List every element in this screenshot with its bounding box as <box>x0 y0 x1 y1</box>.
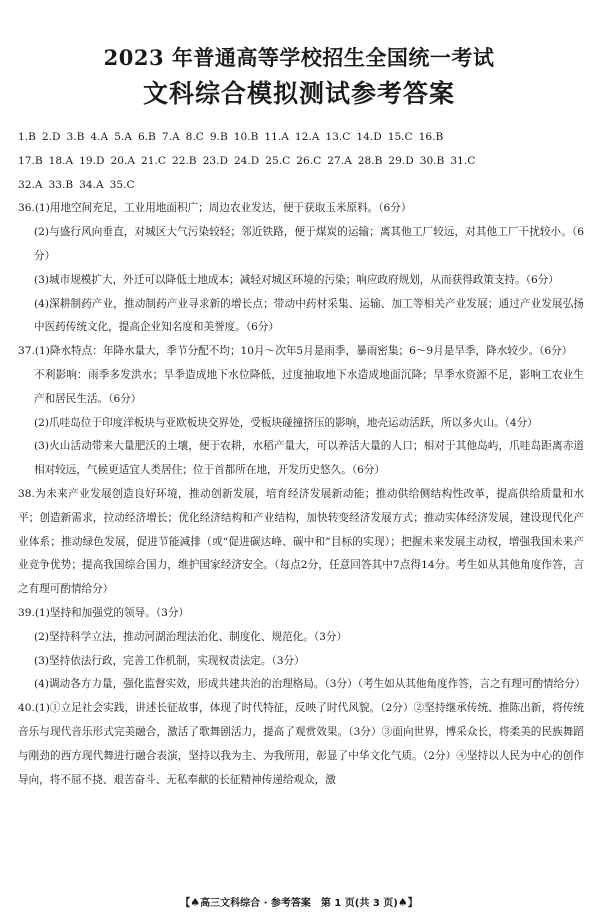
mc-answer: 9.B <box>209 131 228 143</box>
mc-answer: 13.C <box>325 131 351 143</box>
footer-text: 高三文科综合 · 参考答案 第 1 页(共 3 页) <box>200 898 398 909</box>
answer-q39-1: 39.(1)坚持和加强党的领导。（3分） <box>18 606 190 619</box>
answer-body <box>18 126 584 792</box>
answer-q37-3: (3)火山活动带来大量肥沃的土壤，便于农耕，水稻产量大，可以养活大量的人口；相对于其他岛屿，爪哇岛距离赤道相对较远，气候更适宜人类居住；位于首都所在地，开发历史悠久。（6分） <box>34 440 584 477</box>
mc-answer: 1.B <box>18 131 36 143</box>
answer-q37-1-features: 37.(1)降水特点：年降水量大，季节分配不均；10月～次年5月是雨季，暴雨密集；6～9月是旱季，降水较少。（6分） <box>18 345 573 358</box>
answer-q37-1-impacts: 不利影响：雨季多发洪水；旱季造成地下水位降低，过度抽取地下水造成地面沉降；旱季水资源不足，影响工农业生产和居民生活。（6分） <box>34 368 584 405</box>
mc-answer: 11.A <box>264 131 289 143</box>
answer-key-title: 文科综合模拟测试参考答案 <box>142 79 455 108</box>
mc-answer: 2.D <box>41 131 61 143</box>
mc-answer: 16.B <box>418 131 444 143</box>
answer-q39-3: (3)坚持依法行政，完善工作机制，实现权责法定。（3分） <box>34 654 305 667</box>
multiple-choice-answers <box>18 126 584 197</box>
mc-answer: 26.C <box>296 154 322 167</box>
mc-answer: 22.B <box>171 154 197 167</box>
mc-answer: 31.C <box>450 154 476 167</box>
answer-q36-4: (4)深耕制药产业，推动制药产业寻求新的增长点；带动中药材采集、运输、加工等相关产业发展；通过产业发展弘扬中医药传统文化，提高企业知名度和美誉度。（6分） <box>34 297 584 334</box>
footer-brace-right: 】 <box>407 898 418 909</box>
mc-answer: 20.A <box>110 154 135 167</box>
answer-q37-2: (2)爪哇岛位于印度洋板块与亚欧板块交界处，受板块碰撞挤压的影响，地壳运动活跃，所以多火山。（4分） <box>34 416 538 429</box>
mc-answer: 10.B <box>233 131 259 143</box>
mc-answer: 30.B <box>419 154 445 167</box>
mc-answer: 19.D <box>79 154 105 167</box>
answer-q40-1: 40.(1)①立足社会实践，讲述长征故事，体现了时代特征，反映了时代风貌。（2分）②坚持继承传统、推陈出新，将传统音乐与现代音乐形式完美融合，激活了歌舞剧活力，提高了观赏效果。（3分）③面向世界，博采众长，将柔美的民族舞蹈与刚劲的西方现代舞进行融合表演，坚持以我为主、为我所用，彰显了中华文化气质。（2分）④坚持以人民为中心的创作导向，将不屈不挠、艰苦奋斗、无私奉献的长征精神传递给观众，激 <box>18 702 584 786</box>
mc-answer: 7.A <box>161 131 180 143</box>
mc-answer: 15.C <box>387 131 413 143</box>
footer-brace-left: 【 <box>180 898 191 909</box>
mc-answer: 32.A <box>18 178 43 191</box>
exam-title: 2023 年普通高等学校招生全国统一考试 <box>103 45 495 70</box>
spade-icon: ♠ <box>397 896 408 909</box>
mc-answer-row <box>18 126 584 150</box>
mc-answer: 5.A <box>114 131 132 143</box>
mc-answer: 33.B <box>48 178 74 191</box>
mc-answer: 27.A <box>327 154 352 167</box>
mc-answer: 6.B <box>137 131 156 143</box>
mc-answer-row <box>18 174 584 198</box>
mc-answer: 18.A <box>48 154 74 167</box>
mc-answer: 21.C <box>140 154 166 167</box>
mc-answer: 4.A <box>90 131 109 143</box>
mc-answer: 17.B <box>18 154 43 167</box>
mc-answer: 12.A <box>294 131 320 143</box>
mc-answer: 35.C <box>109 178 135 191</box>
mc-answer: 3.B <box>66 131 85 143</box>
page-footer <box>0 895 598 912</box>
mc-answer: 14.D <box>356 131 382 143</box>
mc-answer: 29.D <box>388 154 414 167</box>
answer-q39-2: (2)坚持科学立法，推动河湖治理法治化、制度化、规范化。（3分） <box>34 630 348 643</box>
mc-answer: 24.D <box>233 154 260 167</box>
mc-answer: 25.C <box>265 154 291 167</box>
answer-q36-3: (3)城市规模扩大，外迁可以降低土地成本；减轻对城区环境的污染；响应政府规划，从而获得政策支持。（6分） <box>34 273 559 286</box>
spade-icon: ♠ <box>190 896 201 909</box>
mc-answer: 34.A <box>79 178 104 191</box>
answer-q39-4: (4)调动各方力量，强化监督实效，形成共建共治的治理格局。（3分）（考生如从其他角度作答，言之有理可酌情给分） <box>34 678 586 691</box>
mc-answer: 8.C <box>185 131 204 143</box>
answer-q36-2: (2)与盛行风向垂直，对城区大气污染较轻；邻近铁路，便于煤炭的运输；离其他工厂较远，对其他工厂干扰较小。（6分） <box>34 226 584 262</box>
answer-q38: 38.为未来产业发展创造良好环境，推动创新发展，培育经济发展新动能；推动供给侧结构性改革，提高供给质量和水平；创造新需求，拉动经济增长；优化经济结构和产业结构，加快转变经济发展方式；推动实体经济发展，建设现代化产业体系；推动绿色发展，促进节能减排（或“促进碳达峰、碳中和”目标的实现）；把握未来发展主动权，增强我国未来产业竞争优势；提高我国综合国力，维护国家经济安全。（每点2分，任意回答其中7点得14分。考生如从其他角度作答，言之有理可酌情给分） <box>18 487 584 596</box>
answer-q36-1: 36.(1)用地空间充足，工业用地面积广；周边农业发达，便于获取玉米原料。（6分） <box>18 202 412 215</box>
mc-answer: 23.D <box>202 154 228 167</box>
mc-answer-row <box>18 150 584 174</box>
mc-answer: 28.B <box>357 154 383 167</box>
